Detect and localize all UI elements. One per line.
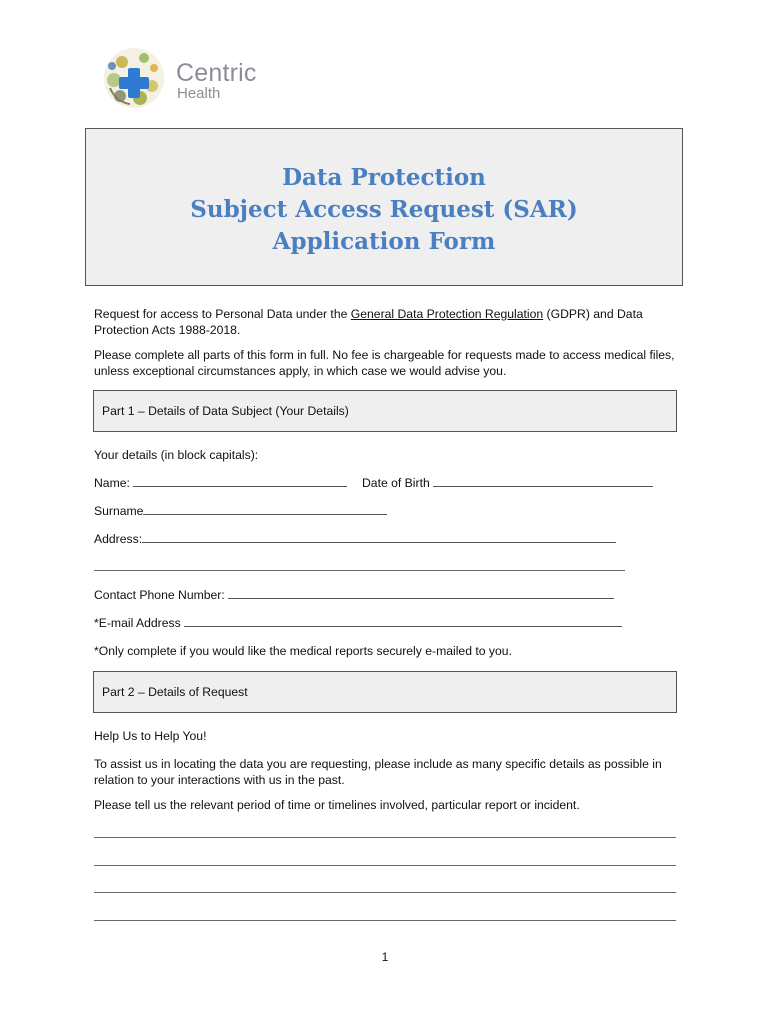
phone-label: Contact Phone Number: [94,588,225,602]
details-line-2[interactable] [94,865,676,866]
phone-field[interactable] [228,587,614,599]
page-number: 1 [381,950,389,964]
part2-heading-box [93,671,677,713]
intro-p1-before: Request for access to Personal Data under the [94,307,351,321]
title-line-1: Data Protection [282,164,486,191]
period-text: Please tell us the relevant period of time or timelines involved, particular report or incident. [94,798,580,812]
intro-paragraph-2: Please complete all parts of this form in full. No fee is chargeable for requests made to access medical files, unless exceptional circumstances apply, in which case we would advise you. [94,348,675,378]
your-details-label: Your details (in block capitals): [94,448,259,462]
part2-heading: Part 2 – Details of Request [102,685,248,699]
title-line-2: Subject Access Request (SAR) [190,196,578,223]
logo-name-line1: Centric [176,59,257,87]
name-field[interactable] [133,475,347,487]
email-label: *E-mail Address [94,616,181,630]
intro-paragraph-1 [94,306,684,338]
email-row [94,615,622,631]
details-line-1[interactable] [94,837,676,838]
address-label: Address: [94,532,143,546]
address-field-2[interactable] [94,570,625,571]
logo-name-line2: Health [177,85,221,102]
intro-p1-after: (GDPR) and Data Protection Acts 1988-2018. [94,307,643,337]
gdpr-link[interactable]: General Data Protection Regulation [350,307,544,321]
help-text: Help Us to Help You! [94,729,207,743]
address-row [94,531,616,547]
dob-label: Date of Birth [362,476,430,490]
assist-text: To assist us in locating the data you are requesting, please include as many specific details as possible in relation to your interactions with us in the past. [94,757,662,787]
part1-heading: Part 1 – Details of Data Subject (Your Details) [102,404,349,418]
dob-field[interactable] [433,475,653,487]
part1-heading-box [93,390,677,432]
dob-row [362,475,653,491]
email-field[interactable] [184,615,622,627]
surname-row [94,503,387,519]
details-line-4[interactable] [94,920,676,921]
address-field-1[interactable] [142,531,616,543]
email-note: *Only complete if you would like the medical reports securely e-mailed to you. [94,644,512,658]
surname-label: Surname [94,504,144,518]
logo-wordmark [176,60,257,101]
logo-emblem [104,48,164,108]
name-row [94,475,347,491]
phone-row [94,587,614,603]
title-line-3: Application Form [272,228,496,255]
title-box [85,128,683,286]
details-line-3[interactable] [94,892,676,893]
name-label: Name: [94,476,130,490]
surname-field[interactable] [143,503,387,515]
